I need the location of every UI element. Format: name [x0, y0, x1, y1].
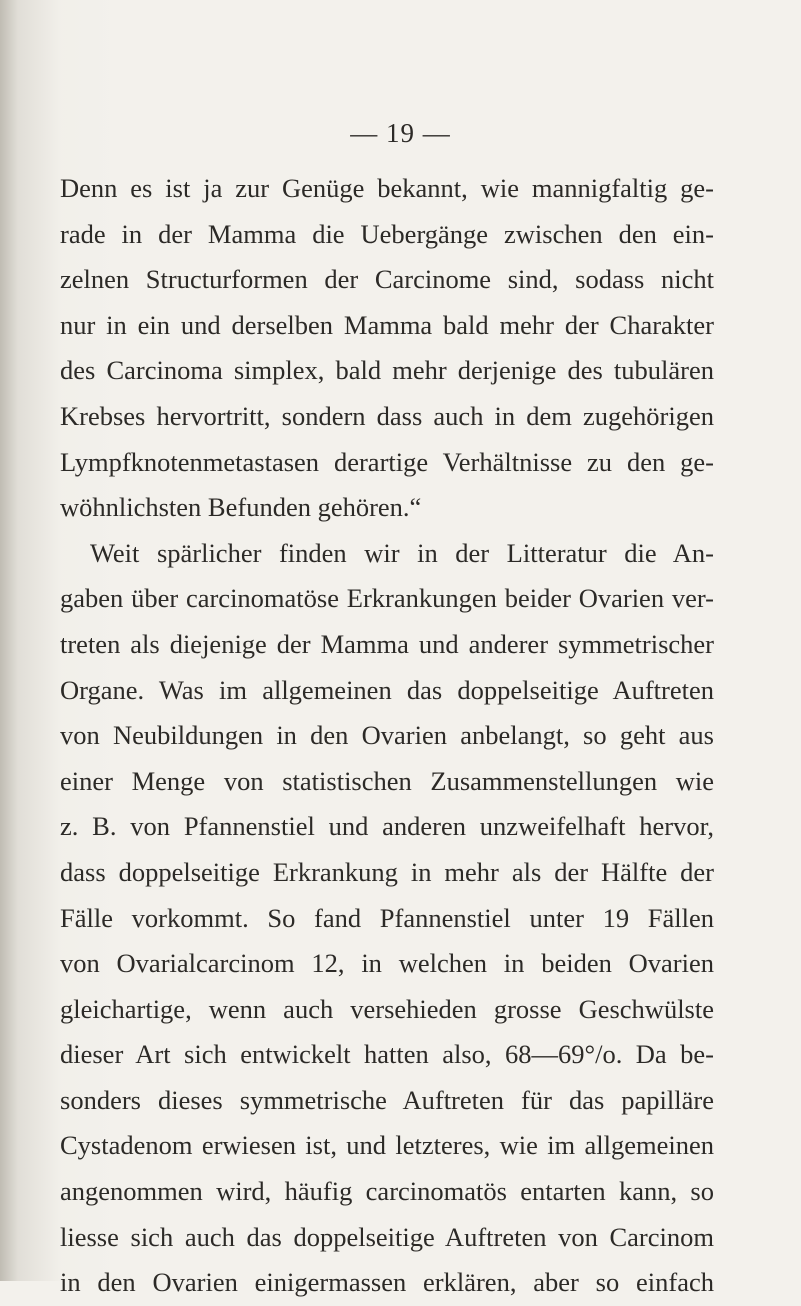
text-line: Weit spärlicher finden wir in der Litteratur die An- — [90, 537, 714, 568]
text-line: gleichartige, wenn auch versehieden grosse Geschwülste — [60, 993, 714, 1024]
text-line: dieser Art sich entwickelt hatten also, 68—69°/o. Da be- — [60, 1039, 714, 1070]
text-line: sonders dieses symmetrische Auftreten für das papilläre — [60, 1084, 714, 1115]
body-text — [60, 166, 714, 1306]
text-line: wöhnlichsten Befunden gehören.“ — [60, 492, 422, 523]
text-line: Krebses hervortritt, sondern dass auch in dem zugehörigen — [60, 400, 714, 431]
text-line: gaben über carcinomatöse Erkrankungen beider Ovarien ver- — [60, 583, 714, 614]
text-line: von Ovarialcarcinom 12, in welchen in beiden Ovarien — [60, 948, 714, 979]
text-line: Organe. Was im allgemeinen das doppelseitige Auftreten — [60, 674, 714, 705]
text-line: Lympfknotenmetastasen derartige Verhältnisse zu den ge- — [60, 446, 714, 477]
text-line: nur in ein und derselben Mamma bald mehr der Charakter — [60, 309, 714, 340]
text-line: angenommen wird, häufig carcinomatös entarten kann, so — [60, 1176, 714, 1207]
text-line: Cystadenom erwiesen ist, und letzteres, wie im allgemeinen — [60, 1130, 714, 1161]
text-line: in den Ovarien einigermassen erklären, aber so einfach — [60, 1267, 714, 1298]
page-number: — 19 — — [350, 118, 451, 148]
text-line: zelnen Structurformen der Carcinome sind, sodass nicht — [60, 264, 714, 295]
text-line: Fälle vorkommt. So fand Pfannenstiel unter 19 Fällen — [60, 902, 714, 933]
text-line: rade in der Mamma die Uebergänge zwischen den ein- — [60, 218, 714, 249]
text-line: z. B. von Pfannenstiel und anderen unzweifelhaft hervor, — [60, 811, 714, 842]
text-line: des Carcinoma simplex, bald mehr derjenige des tubulären — [60, 355, 714, 386]
text-line: Denn es ist ja zur Genüge bekannt, wie mannigfaltig ge- — [60, 173, 714, 203]
text-line: von Neubildungen in den Ovarien anbelangt, so geht aus — [60, 720, 714, 751]
text-line: liesse sich auch das doppelseitige Auftreten von Carcinom — [60, 1221, 714, 1252]
text-line: einer Menge von statistischen Zusammenstellungen wie — [60, 765, 714, 796]
text-line: dass doppelseitige Erkrankung in mehr als der Hälfte der — [60, 856, 714, 887]
text-line: treten als diejenige der Mamma und anderer symmetrischer — [60, 628, 714, 659]
